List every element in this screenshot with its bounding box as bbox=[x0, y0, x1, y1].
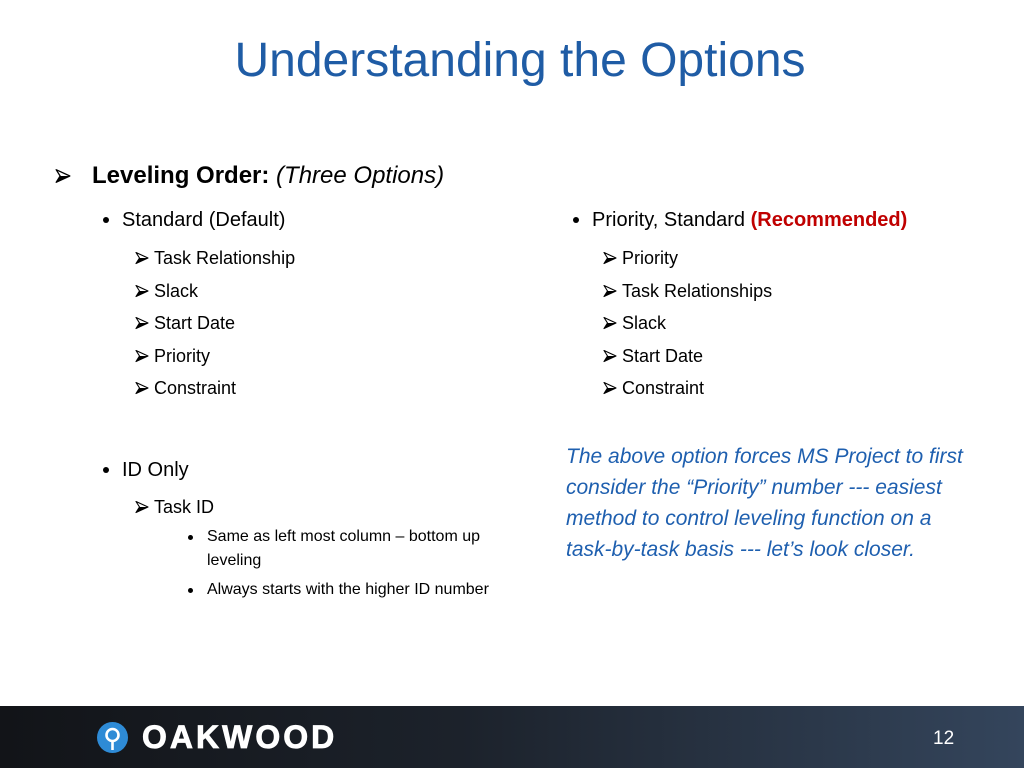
section-note: (Three Options) bbox=[276, 162, 445, 189]
list-item bbox=[603, 307, 772, 340]
oakwood-logo-icon bbox=[97, 722, 128, 753]
arrow-bullet-icon bbox=[603, 349, 617, 363]
list-item bbox=[135, 372, 295, 405]
list-item bbox=[135, 491, 214, 523]
list-item-label: Task ID bbox=[154, 497, 215, 517]
section-label: Leveling Order: bbox=[92, 162, 270, 189]
arrow-bullet-icon bbox=[135, 349, 149, 363]
list-item bbox=[603, 372, 772, 405]
list-item-label: Start Date bbox=[154, 313, 236, 333]
recommended-tag: (Recommended) bbox=[750, 209, 908, 231]
list-item bbox=[603, 340, 772, 373]
footer-bar bbox=[0, 706, 1024, 768]
arrow-bullet-icon bbox=[135, 381, 149, 395]
list-item-label: Start Date bbox=[622, 345, 704, 366]
option-label: ID Only bbox=[122, 459, 189, 481]
option-label: Priority, Standard bbox=[592, 209, 746, 231]
detail-item-label: Always starts with the higher ID number bbox=[207, 581, 489, 598]
option-priority-standard bbox=[573, 208, 907, 232]
arrow-bullet-icon bbox=[135, 316, 149, 330]
list-item-label: Priority bbox=[622, 248, 679, 268]
list-item-label: Task Relationships bbox=[622, 280, 773, 301]
standard-order-list bbox=[135, 242, 295, 405]
task-id-details-list bbox=[188, 525, 512, 602]
option-standard bbox=[103, 208, 285, 232]
arrow-bullet-icon bbox=[603, 284, 617, 298]
arrow-bullet-icon bbox=[135, 284, 149, 298]
arrow-bullet-icon bbox=[135, 251, 149, 265]
list-item-label: Task Relationship bbox=[154, 248, 296, 268]
brand-logo-text: OAKWOOD bbox=[142, 719, 338, 755]
section-heading bbox=[55, 161, 444, 191]
bullet-icon bbox=[573, 217, 579, 223]
list-item bbox=[135, 275, 295, 308]
list-item bbox=[135, 340, 295, 373]
id-order-list bbox=[135, 491, 214, 523]
option-id-only bbox=[103, 458, 189, 482]
bullet-icon bbox=[188, 588, 193, 593]
list-item-label: Constraint bbox=[154, 378, 237, 398]
page-number: 12 bbox=[933, 728, 955, 749]
detail-item bbox=[188, 525, 512, 573]
detail-item-label: Same as left most column – bottom up leveling bbox=[207, 528, 481, 569]
priority-order-list bbox=[603, 242, 772, 405]
list-item bbox=[135, 242, 295, 275]
list-item bbox=[135, 307, 295, 340]
list-item-label: Slack bbox=[154, 280, 199, 301]
bullet-icon bbox=[188, 535, 193, 540]
arrow-bullet-icon bbox=[603, 251, 617, 265]
option-label: Standard (Default) bbox=[122, 209, 286, 231]
arrow-bullet-icon bbox=[603, 316, 617, 330]
recommendation-note: The above option forces MS Project to first consider the “Priority” number --- easiest method to control leveling function on a task-by-task basis --- let’s look closer. bbox=[566, 445, 963, 561]
arrow-bullet-icon bbox=[55, 168, 71, 184]
arrow-bullet-icon bbox=[135, 500, 149, 514]
bullet-icon bbox=[103, 217, 109, 223]
list-item-label: Slack bbox=[622, 313, 667, 333]
detail-item bbox=[188, 578, 512, 602]
list-item-label: Constraint bbox=[622, 378, 705, 398]
slide-title: Understanding the Options bbox=[234, 34, 806, 87]
arrow-bullet-icon bbox=[603, 381, 617, 395]
bullet-icon bbox=[103, 467, 109, 473]
list-item bbox=[603, 242, 772, 275]
list-item bbox=[603, 275, 772, 308]
list-item-label: Priority bbox=[154, 345, 211, 366]
